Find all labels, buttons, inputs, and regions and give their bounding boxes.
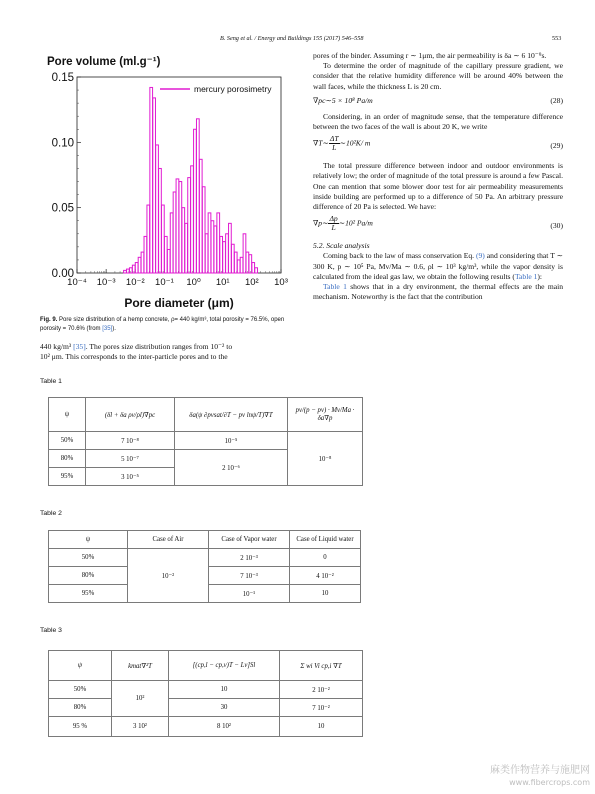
equation-30 (313, 215, 563, 241)
histogram-bar (159, 168, 162, 273)
table2-header-air: Case of Air (128, 531, 209, 549)
table-cell: 2 10⁻³ (209, 549, 290, 567)
table-cell: 0 (290, 549, 361, 567)
paragraph-mass-conservation (313, 251, 563, 282)
paragraph-table1-discussion (313, 282, 563, 302)
table3-header-conduction: kmat∇²T (112, 651, 169, 681)
page-number: 553 (552, 35, 562, 42)
histogram-bar (202, 187, 205, 273)
x-tick-label: 10⁻² (125, 277, 145, 288)
table2-header-row (49, 531, 361, 549)
table-cell: 7 10⁻⁸ (86, 432, 175, 450)
table-cell-merged: 10⁻⁸ (288, 432, 363, 486)
table1-link[interactable]: Table 1 (514, 271, 538, 281)
table3-header-row (49, 651, 363, 681)
histogram-bar (164, 236, 167, 273)
equation-29-fraction (329, 135, 340, 152)
histogram-bar (220, 236, 223, 273)
caption-end: ). (112, 325, 116, 332)
histogram-bar (179, 182, 182, 273)
table2-header-vapor: Case of Vapor water (209, 531, 290, 549)
histogram-bar (243, 234, 246, 273)
table-cell: 50% (49, 681, 112, 699)
right-column (313, 51, 563, 302)
histogram-bar (150, 87, 153, 273)
histogram-bar (231, 244, 234, 273)
caption-text: Pore size distribution of a hemp concrete, ρ= 440 kg/m³, total porosity = 76.5%, open porosity = 70.6% (from (40, 317, 285, 332)
chart-svg (38, 48, 300, 310)
table-cell: 50% (49, 549, 128, 567)
histogram-bar (132, 265, 135, 273)
histogram-bar (162, 205, 165, 273)
legend-label: mercury porosimetry (194, 84, 272, 94)
paragraph-capillary: To determine the order of magnitude of the capillary pressure gradient, we consider that the relative humidity difference will be around 40% between the wall faces, while the thickness L is 20 cm. (313, 61, 563, 91)
journal-citation: B. Seng et al. / Energy and Buildings 155 (2017) 546–558 (220, 35, 364, 42)
eq29-numerator: ΔT (329, 134, 339, 144)
x-tick-label: 10² (244, 277, 259, 288)
x-tick-label: 10¹ (215, 277, 230, 288)
table-cell: 95 % (49, 717, 112, 737)
histogram-bar (176, 179, 179, 273)
histogram-bar (217, 213, 220, 273)
caption-ref-link[interactable]: [35] (102, 325, 113, 332)
table2 (48, 530, 361, 603)
histogram-bar (199, 159, 202, 273)
equation-29-lhs: ∇T∼ (313, 138, 329, 148)
p5-text-c: ): (537, 271, 543, 281)
table-cell: 80% (49, 450, 86, 468)
histogram-bar (214, 226, 217, 273)
table-cell: 10 (280, 717, 363, 737)
table2-header-liquid: Case of Liquid water (290, 531, 361, 549)
table-cell: 5 10⁻⁷ (86, 450, 175, 468)
histogram-bar (226, 234, 229, 273)
table-cell: 3 10² (112, 717, 169, 737)
x-axis-title: Pore diameter (μm) (124, 296, 234, 310)
table1-header-row (49, 398, 363, 432)
equation-28-body: ∇pc∼5 × 10⁸ Pa/m (313, 95, 373, 105)
histogram-bar (167, 249, 170, 273)
histogram-bar (185, 223, 188, 273)
table-cell: 80% (49, 699, 112, 717)
watermark (470, 765, 590, 789)
equation-29-number: (29) (550, 141, 563, 151)
equation-30-rhs: ∼10² Pa/m (338, 218, 373, 228)
histogram-bar (191, 166, 194, 273)
table3-header-advection: Σ wi Vi cp,i ∇T (280, 651, 363, 681)
histogram-bar (138, 257, 141, 273)
histogram-bar (141, 252, 144, 273)
p5-text-b: and considering that T ∼ 300 K, p ∼ 10⁵ Pa, Mv/Ma ∼ 0.6, ρl ∼ 10³ kg/m³, while the vapor density is calculated from the ideal gas law, we obtain the following results ( (313, 251, 564, 281)
table-row (49, 699, 363, 717)
table-cell: 8 10² (169, 717, 280, 737)
table1-label: Table 1 (40, 378, 62, 385)
watermark-url: www.fibercrops.com (509, 778, 590, 787)
left-text-b: . The pores size distribution ranges from 10⁻² to (85, 342, 233, 351)
y-tick-label: 0.10 (51, 137, 74, 150)
table1-header-pressure: pv/(p − pv) · Mv/Ma · δa∇p (288, 398, 363, 432)
table-cell: 10 (290, 585, 361, 603)
equation-28 (313, 96, 563, 112)
pore-size-chart (38, 48, 300, 310)
table3 (48, 650, 363, 737)
table-cell: 95% (49, 585, 128, 603)
histogram-bar (196, 119, 199, 273)
left-ref-link[interactable]: [35] (73, 342, 86, 351)
table-cell: 3 10⁻⁵ (86, 468, 175, 486)
table-cell: 10 (169, 681, 280, 699)
equation-30-fraction (328, 215, 338, 232)
histogram-bar (211, 221, 214, 273)
paragraph-permeability: pores of the binder. Assuming r ∼ 1μm, the air permeability is δa ∼ 6 10⁻⁹s. (313, 51, 547, 60)
figure-caption (40, 316, 296, 333)
table-cell: 7 10⁻² (280, 699, 363, 717)
y-tick-label: 0.05 (51, 202, 74, 215)
equation-30-lhs: ∇p∼ (313, 218, 329, 228)
table1-header-thermal: δa(ψ ∂pvsat/∂T − pv lnψ/T)∇T (175, 398, 288, 432)
histogram-bar (153, 98, 156, 273)
histogram-bar (156, 145, 159, 273)
table3-header-psi: ψ (49, 651, 112, 681)
table-cell: 95% (49, 468, 86, 486)
table-row (49, 549, 361, 567)
table-cell: 4 10⁻² (290, 567, 361, 585)
y-tick-label: 0.15 (51, 72, 74, 84)
histogram-bar (170, 213, 173, 273)
histogram-bar (135, 263, 138, 273)
paragraph-pressure: The total pressure difference between indoor and outdoor environments is relatively low; the order of magnitude of the total pressure is around a few Pascal. One can mention that some blower door test for air permeability measurements inside building are performed up to a difference of 50 Pa. An arbitrary pressure difference of 20 Pa is selected. We have: (313, 161, 563, 212)
table-cell-merged: 10² (112, 681, 169, 717)
histogram-bar (252, 263, 255, 273)
histogram-bar (127, 269, 130, 273)
caption-label: Fig. 9. (40, 317, 58, 323)
equation-30-number: (30) (550, 221, 563, 231)
eq29-denominator: L (332, 143, 337, 153)
eq30-denominator: L (331, 223, 336, 233)
table-cell: 80% (49, 567, 128, 585)
paragraph-temperature: Considering, in an order of magnitude sense, that the temperature difference between the two faces of the wall is about 20 K, we write (313, 111, 563, 132)
eq30-numerator: Δp (329, 214, 338, 224)
table1-header-capillary: (δl + δa ρv/ρl)∇pc (86, 398, 175, 432)
table2-header-psi: ψ (49, 531, 128, 549)
x-tick-label: 10⁻⁴ (67, 277, 87, 288)
histogram-bar (249, 255, 252, 273)
table2-label: Table 2 (40, 510, 62, 517)
histogram-bar (237, 260, 240, 273)
histogram-bar (173, 192, 176, 273)
histogram-bar (246, 252, 249, 273)
y-axis-title: Pore volume (ml.g⁻¹) (47, 56, 161, 68)
p5-text-a: Coming back to the law of mass conservation Eq. (323, 251, 476, 261)
x-tick-label: 10³ (274, 277, 288, 288)
table-row (49, 681, 363, 699)
watermark-chinese: 麻类作物营养与施肥网 (490, 765, 590, 776)
table-cell: 7 10⁻³ (209, 567, 290, 585)
x-tick-label: 10⁰ (186, 277, 201, 288)
table1-header-psi: ψ (49, 398, 86, 432)
table-row (49, 717, 363, 737)
left-body-text (40, 342, 296, 362)
histogram-bar (208, 213, 211, 273)
histogram-bar (255, 268, 258, 273)
left-text-c: 10² μm. This corresponds to the inter-particle pores and to the (40, 352, 228, 362)
histogram-bar (240, 257, 243, 273)
equation-29 (313, 135, 563, 161)
table-cell-merged: 2 10⁻⁶ (175, 450, 288, 486)
table1 (48, 397, 363, 486)
histogram-bar (205, 234, 208, 273)
table3-header-latent: [(cp,l − cp,v)T − Lv]Sl (169, 651, 280, 681)
table-cell: 10⁻¹ (209, 585, 290, 603)
section-heading: 5.2. Scale analysis (313, 241, 370, 251)
histogram-bar (223, 242, 226, 273)
table3-label: Table 3 (40, 627, 62, 634)
histogram-bar (124, 270, 127, 273)
histogram-bar (182, 208, 185, 273)
y-tick-label: 0.00 (51, 268, 74, 280)
left-text-a: 440 kg/m³ (40, 342, 74, 351)
eq9-link[interactable]: (9) (475, 251, 485, 261)
table-row (49, 432, 363, 450)
histogram-bar (194, 129, 197, 273)
table-cell: 30 (169, 699, 280, 717)
x-tick-label: 10⁻¹ (155, 277, 174, 288)
histogram-bar (229, 223, 232, 273)
histogram-bar (147, 205, 150, 273)
histogram-bar (144, 236, 147, 273)
table-cell: 10⁻⁵ (175, 432, 288, 450)
x-tick-label: 10⁻³ (96, 277, 116, 288)
p6-text: shows that in a dry environment, the thermal effects are the main mechanism. Noteworthy is the fact that the contribution (313, 282, 563, 302)
equation-28-number: (28) (550, 95, 563, 105)
histogram-bar (234, 252, 237, 273)
table-cell: 50% (49, 432, 86, 450)
table1-link-2[interactable]: Table 1 (323, 282, 347, 292)
table-cell: 2 10⁻² (280, 681, 363, 699)
table-cell-merged: 10⁻² (128, 549, 209, 603)
equation-29-rhs: ∼10²K/ m (339, 138, 371, 148)
histogram-bar (188, 178, 191, 273)
